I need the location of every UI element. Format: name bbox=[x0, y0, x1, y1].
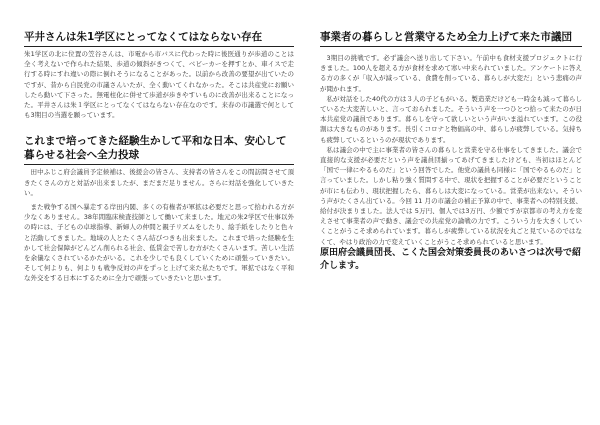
heading-rule bbox=[320, 46, 582, 47]
heading-jigyousha: 事業者の暮らしと営業守るため全力上げて来た市議団 bbox=[320, 31, 572, 43]
paragraph-third-term: 3期目の挑戦です。必ず議会へ送り出して下さい。午前中も食材支援プロジェクトに行きました。100人を超える方が食材を求めて寒い中来られていました。アンケートに答える方の多くが「収入が減っている、食費を削っている、暮らしが大変だ」という悲痛の声が聞かれます。 bbox=[320, 54, 582, 93]
heading-tanaka: これまで培ってきた経験生かして平和な日本、安心して暮らせる社会へ全力投球 bbox=[24, 135, 287, 162]
heading-rule bbox=[24, 164, 294, 165]
heading-rule bbox=[24, 46, 294, 47]
closing-note: 原田府会議員団長、こくた国会対策委員長のあいさつは次号で紹介します。 bbox=[320, 247, 582, 271]
left-column bbox=[24, 0, 294, 284]
paragraph-dialogue: 私が対話をした40代の方は３人の子どもがいる。製造業だけども一時金も減って暮らしているた大変苦しいと、言っておられました。そういう声を一つひとつ拾って来たのが日本共産党の議員であります。暮らしを守って欲しいという声がいま溢れています。この役割は大きなものがあります。長引くコロナと物価高の中、暮らしが疲弊している。気持ちも疲弊しているというのが現状であります。 bbox=[320, 94, 582, 144]
right-column bbox=[320, 0, 582, 273]
paragraph-tanaka-intro: 田中ふじこ府会議員予定候補は、後援会の皆さん、支持者の皆さんをこの間訪問させて頂きたくさんの方と対話が出来ましたが、まだまだ足りません。さらに対話を強化していきたい。 bbox=[24, 168, 294, 197]
paragraph-hirai: 朱1学区の北に位置の笠谷さんは、市電から市バスに代わった時に後医通りが歩道のことは全く考えないで作られた結果、歩道の傾斜がきつくて、ベビーカーを押すとか、車イスで走行する時にすれ違いの際に倒れそうになることがあった。以前から改善の要望が出ていたのですが、昔から自民党の市議さんいたが、全く動いてくれなかった。そこは共産党にお願いしたら動いて下さった。無電柱化に併せて歩道が歩きやすいものに改善が出来ることになった。平井さんは朱１学区にとってなくてはならない存在なのです。来春の市議選で何としても3期目の当選を願っています。 bbox=[24, 50, 294, 120]
paragraph-council: 私は議会の中で主に事業者の皆さんの暮らしと営業を守る仕事をしてきました。議会で直接的な支援が必要だという声を議員団揃ってあげてきましたけども、当初はほとんど「国で一律にやるものだ」という回答でした。他党の議員も同様に「国でやるものだ」と言っていました。しかし粘り強く質問する中で、現状を把握することが必要だということが市にも伝わり、現状把握したら、暮らしは大変になっている。営業が出来ない。そういう声がたくさん出ている。今回 11 月の市議会の補正予算の中で、事業者への特別支援、給付が決まりました。法人では 5万円、個人では3万円、少額ですが京都市の考え方を変えさせて事業者の声で動き、議会での共産党の論戦の力です。こういう力を大きくしていくことがうこそ求められています。暮らしが疲弊している状況を丸ごと見ているのではなくて、やはり政治の力で変えていくことがうこそ求められていると思います。 bbox=[320, 145, 582, 246]
paragraph-tanaka-body: また戦争する国へ暴走する岸田内閣、多くの有権者が軍拡は必要だと思って拾われる方が少なくありません。38年間臨床検査技師として働いて来ました。地元の朱2学区で仕事以外の時には、子どもの卓球指導、新婦人の仲間と親子リズムをしたり、絵手紙をしたりと色々と活動してきました。地域の人とたくさん結びつきも出来ました。これまで培った経験を生かして社会保障がどんどん削られる社会、低賃金で苦しむ方がたくさんいます。苦しい生活を余儀なくされているかたがいる。これを少しでも良くしていくために頑張っていきたい。そして何よりも、何よりも戦争反対の声をずっと上げて来た私たちです。軍拡ではなく平和な外交をする日本にするために全力で頑張っていきたいと思います。 bbox=[24, 203, 294, 283]
heading-hirai: 平井さんは朱1学区にとってなくてはならない存在 bbox=[24, 31, 263, 43]
